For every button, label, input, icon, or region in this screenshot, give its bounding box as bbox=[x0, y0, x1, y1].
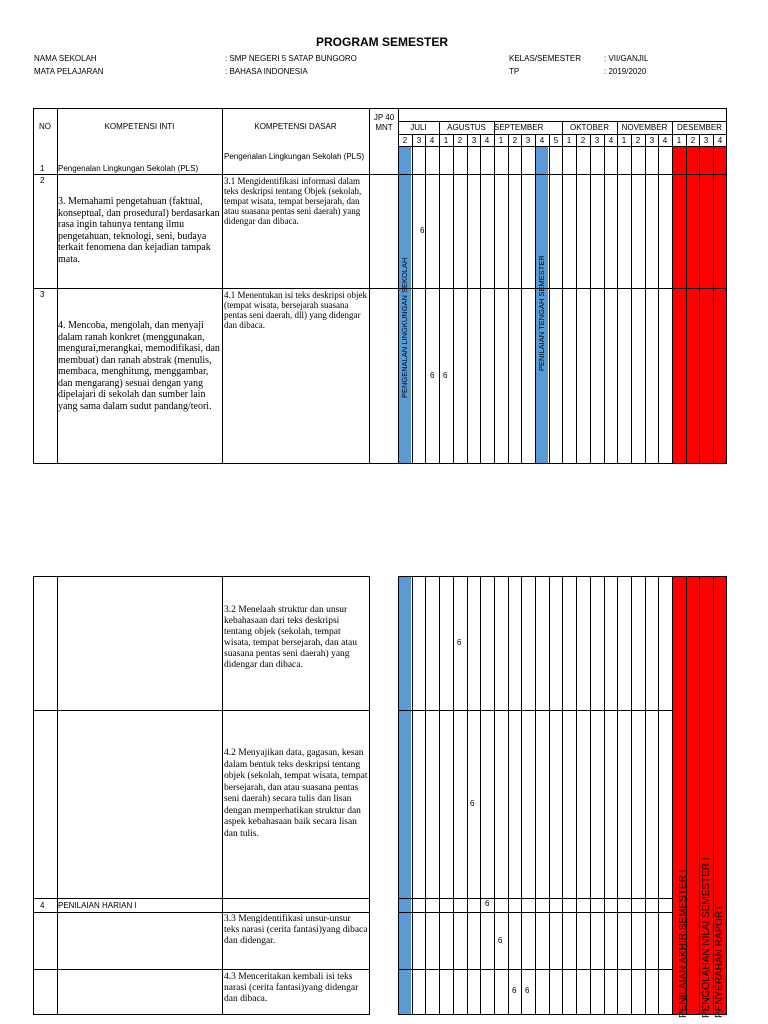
week-label: 1 bbox=[498, 136, 504, 145]
row3-ki: 4. Mencoba, mengolah, dan menyaji dalam ranah konkret (menggunakan, mengurai,merangkai, memodifikasi, dan membuat) dan ranah abstrak (menulis, membaca, menghitung, menggambar, dan mengarang) sesuai dengan yang dipelajari di sekolah dan sumber lain yang sama dalam sudut pandang/teori. bbox=[58, 320, 220, 412]
row7-jp: 6 bbox=[498, 936, 503, 945]
week-label: 1 bbox=[443, 136, 449, 145]
year-label: TP bbox=[509, 67, 520, 76]
row2-no: 2 bbox=[40, 176, 45, 185]
week-label: 2 bbox=[690, 136, 696, 145]
row2-kd: 3.1 Mengidentifikasi informasi dalam teks deskripsi tentang Objek (sekolah, tempat wisata, tempat bersejarah, dan atau suasana pentas seni daerah) yang didengar dan dibaca. bbox=[224, 176, 362, 226]
row1-kd: Pengenalan Lingkungan Sekolah (PLS) bbox=[224, 152, 365, 161]
row8-kd: 4.3 Menceritakan kembali isi teks narasi (cerita fantasi)yang didengar dan dibaca. bbox=[224, 972, 359, 1004]
week-label: 2 bbox=[512, 136, 518, 145]
row4-jp: 6 bbox=[457, 638, 462, 647]
row8-jp1: 6 bbox=[512, 986, 517, 995]
month-oktober: OKTOBER bbox=[570, 123, 609, 132]
nilai-vertical-label: PENGOLAHAN NILAI SEMESTER I bbox=[701, 857, 712, 1018]
school-label: NAMA SEKOLAH bbox=[34, 54, 97, 63]
col-ki-header: KOMPETENSI INTI bbox=[104, 122, 175, 131]
subject-label: MATA PELAJARAN bbox=[34, 67, 104, 76]
week-label: 3 bbox=[525, 136, 531, 145]
row5-jp: 6 bbox=[470, 799, 475, 808]
class-label: KELAS/SEMESTER bbox=[509, 54, 582, 63]
week-label: 1 bbox=[621, 136, 627, 145]
week-label: 4 bbox=[608, 136, 614, 145]
row6-jp: 6 bbox=[485, 899, 490, 908]
week-label: 2 bbox=[402, 136, 408, 145]
col-kd-header: KOMPETENSI DASAR bbox=[254, 122, 337, 131]
pts-vertical-label: PENILAIAN TENGAH SEMESTER bbox=[537, 255, 546, 371]
week-label: 4 bbox=[539, 136, 545, 145]
row3-jp2: 6 bbox=[443, 371, 448, 380]
subject-value: : BAHASA INDONESIA bbox=[225, 67, 308, 76]
week-label: 3 bbox=[416, 136, 422, 145]
week-label: 4 bbox=[484, 136, 490, 145]
week-label: 4 bbox=[717, 136, 723, 145]
month-agustus: AGUSTUS bbox=[447, 123, 486, 132]
row3-jp1: 6 bbox=[430, 371, 435, 380]
week-label: 2 bbox=[580, 136, 586, 145]
month-desember: DESEMBER bbox=[677, 123, 722, 132]
week-label: 3 bbox=[471, 136, 477, 145]
col-no-header: NO bbox=[39, 122, 51, 131]
row3-kd: 4.1 Menentukan isi teks deskripsi objek (tempat wisata, bersejarah suasana pentas seni daerah, dll) yang didengar dan dibaca. bbox=[224, 290, 367, 330]
pls-bar-lower bbox=[398, 576, 411, 1014]
school-value: : SMP NEGERI 5 SATAP BUNGORO bbox=[225, 54, 357, 63]
pas-vertical-label: PENILAIAN AKHIR SEMESTER I bbox=[678, 869, 689, 1018]
row4-kd: 3.2 Menelaah struktur dan unsur kebahasaan dari teks deskripsi tentang objek (sekolah, tempat wisata, tempat bersejarah, dan atau suasana pentas seni daerah) yang didengar dan dibaca. bbox=[224, 605, 357, 670]
row1-no: 1 bbox=[40, 164, 45, 173]
week-label: 1 bbox=[566, 136, 572, 145]
week-label: 3 bbox=[703, 136, 709, 145]
month-juli: JULI bbox=[410, 123, 427, 132]
col-jp-header: JP 40 MNT bbox=[373, 113, 395, 132]
year-value: : 2019/2020 bbox=[604, 67, 647, 76]
class-value: : VII/GANJIL bbox=[604, 54, 649, 63]
row2-ki: 3. Memahami pengetahuan (faktual, konseptual, dan prosedural) berdasarkan rasa ingin tahunya tentang ilmu pengetahuan, teknologi, seni, budaya terkait fenomena dan kejadian tampak mata. bbox=[58, 196, 220, 265]
week-label: 3 bbox=[594, 136, 600, 145]
month-november: NOVEMBER bbox=[621, 123, 668, 132]
week-label: 2 bbox=[457, 136, 463, 145]
row1-ki: Pengenalan Lingkungan Sekolah (PLS) bbox=[58, 164, 199, 173]
week-label: 3 bbox=[649, 136, 655, 145]
pls-vertical-label: PENGENALAN LINGKUNGAN SEKOLAH bbox=[400, 257, 409, 398]
week-label: 2 bbox=[635, 136, 641, 145]
week-label: 4 bbox=[429, 136, 435, 145]
month-september: SEPTEMBER bbox=[494, 123, 544, 132]
row7-kd: 3.3 Mengidentifikasi unsur-unsur teks narasi (cerita fantasi)yang dibaca dan didengar. bbox=[224, 914, 368, 946]
rapor-vertical-label: PENYERAHAN RAPORT bbox=[714, 904, 725, 1018]
week-label: 5 bbox=[553, 136, 559, 145]
row2-jp: 6 bbox=[420, 226, 425, 235]
week-label: 1 bbox=[676, 136, 682, 145]
row6-ki: PENILAIAN HARIAN I bbox=[58, 901, 137, 910]
row8-jp2: 6 bbox=[525, 986, 530, 995]
page-title: PROGRAM SEMESTER bbox=[316, 35, 449, 49]
row3-no: 3 bbox=[40, 290, 45, 299]
row6-no: 4 bbox=[40, 901, 45, 910]
row5-kd: 4.2 Menyajikan data, gagasan, kesan dalam bentuk teks deskripsi tentang objek (sekolah, tempat wisata, tempat bersejarah, dan atau suasana pentas seni daerah) secara tulis dan lisan dengan memperhatikan struktur dan aspek kebahasaan baik secara lisan dan tulis. bbox=[224, 748, 368, 839]
week-label: 4 bbox=[662, 136, 668, 145]
